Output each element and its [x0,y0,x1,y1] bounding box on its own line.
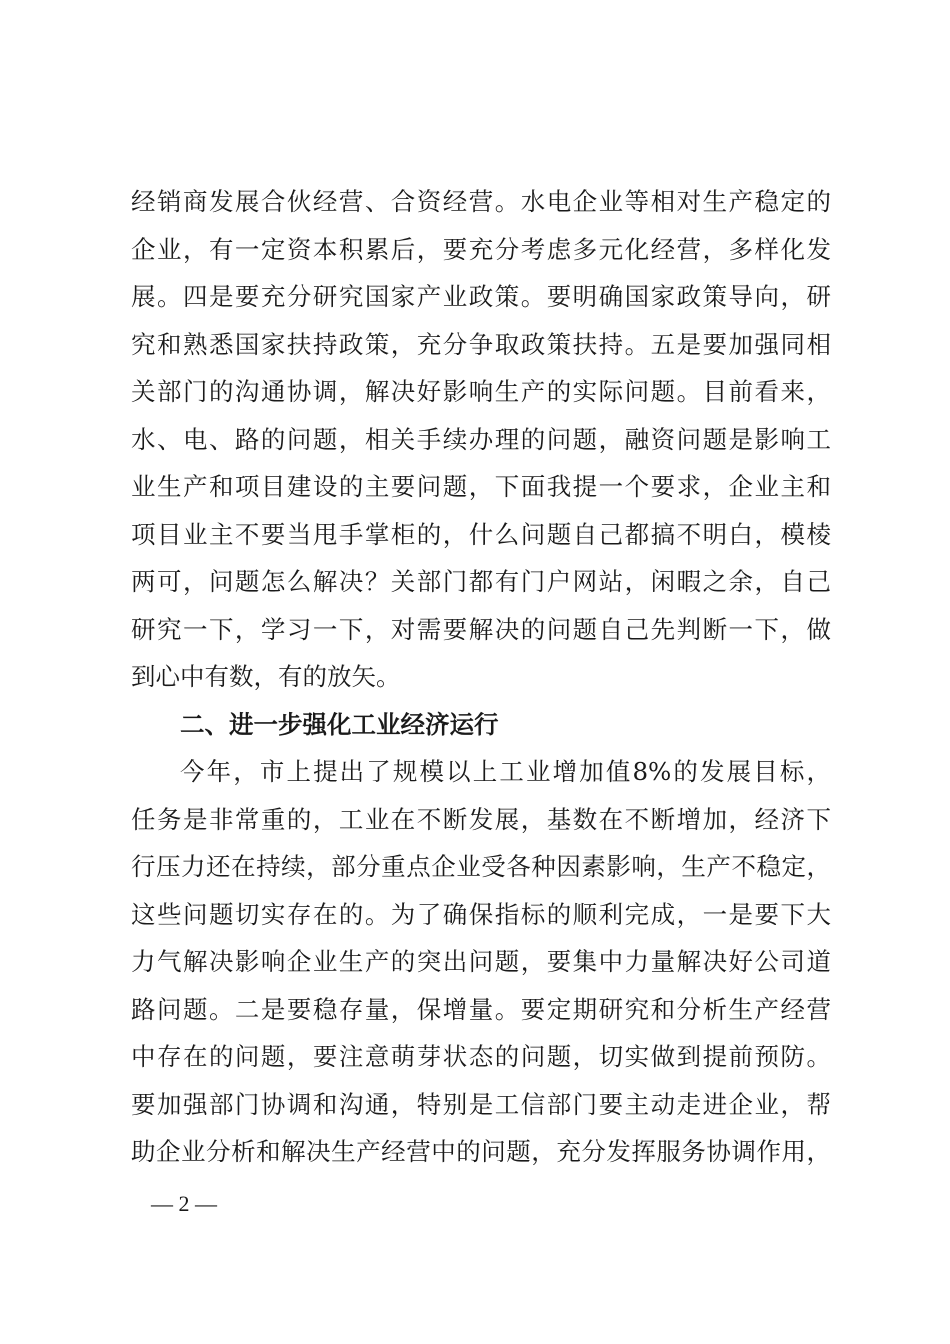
paragraph-1-line: 两可，问题怎么解决？关部门都有门户网站，闲暇之余，自己 [131,567,831,596]
paragraph-2-line: 行压力还在持续，部分重点企业受各种因素影响，生产不稳定， [131,852,831,881]
paragraph-1-line: 经销商发展合伙经营、合资经营。水电企业等相对生产稳定的 [131,187,831,216]
paragraph-2-line: 中存在的问题，要注意萌芽状态的问题，切实做到提前预防。 [131,1042,831,1071]
paragraph-2-line: 这些问题切实存在的。为了确保指标的顺利完成，一是要下大 [131,899,831,929]
paragraph-2-line: 今年，市上提出了规模以上工业增加值8%的发展目标， [180,757,831,786]
paragraph-1-line: 到心中有数，有的放矢。 [131,662,401,691]
paragraph-2-line: 要加强部门协调和沟通，特别是工信部门要主动走进企业，帮 [131,1089,831,1119]
paragraph-1-line: 究和熟悉国家扶持政策，充分争取政策扶持。五是要加强同相 [131,329,831,359]
paragraph-1-line: 企业，有一定资本积累后，要充分考虑多元化经营，多样化发 [131,234,831,264]
paragraph-2-line: 任务是非常重的，工业在不断发展，基数在不断增加，经济下 [131,804,831,834]
page-number: — 2 — [151,1191,217,1216]
paragraph-2-line: 助企业分析和解决生产经营中的问题，充分发挥服务协调作用， [131,1137,831,1166]
paragraph-1-line: 项目业主不要当甩手掌柜的，什么问题自己都搞不明白，模棱 [131,519,831,549]
paragraph-2-line: 路问题。二是要稳存量，保增量。要定期研究和分析生产经营 [131,994,831,1024]
document-body [131,178,831,1176]
paragraph-1-line: 展。四是要充分研究国家产业政策。要明确国家政策导向，研 [131,282,831,311]
paragraph-1-line: 研究一下，学习一下，对需要解决的问题自己先判断一下，做 [131,614,831,644]
paragraph-2-line: 力气解决影响企业生产的突出问题，要集中力量解决好公司道 [131,947,831,976]
paragraph-1-line: 业生产和项目建设的主要问题，下面我提一个要求，企业主和 [131,472,831,501]
paragraph-1-line: 水、电、路的问题，相关手续办理的问题，融资问题是影响工 [131,424,831,454]
section-heading: 二、进一步强化工业经济运行 [180,709,499,739]
paragraph-1-line: 关部门的沟通协调，解决好影响生产的实际问题。目前看来， [131,377,831,406]
